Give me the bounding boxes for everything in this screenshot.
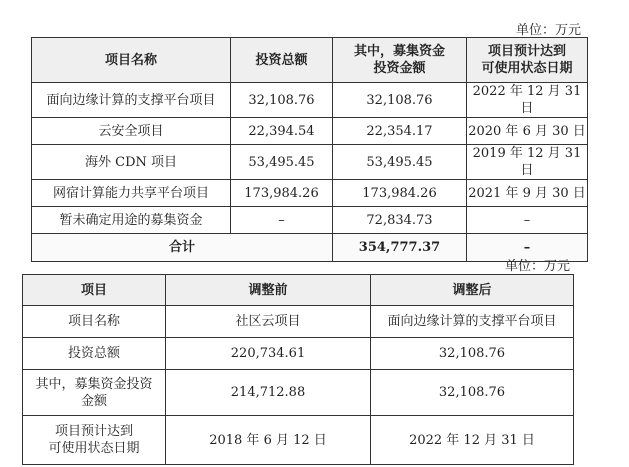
project-name-cell: 暂未确定用途的募集资金 [32,207,231,234]
investment-cell: 53,495.45 [231,145,333,180]
header-ready-date: 项目预计达到 可使用状态日期 [467,38,588,83]
item-cell: 项目预计达到 可使用状态日期 [23,416,166,465]
header-project-name: 项目名称 [32,38,231,83]
header-before: 调整前 [166,275,371,306]
table-row [23,416,574,465]
before-cell: 214,712.88 [166,370,371,416]
before-cell: 社区云项目 [166,306,371,338]
item-cell: 其中，募集资金投资 金额 [23,370,166,416]
header-total-investment: 投资总额 [231,38,333,83]
item-cell: 项目名称 [23,306,166,338]
unit-label: 单位：万元 [505,259,571,274]
header-raised-investment: 其中，募集资金 投资金额 [333,38,467,83]
after-cell: 32,108.76 [371,370,574,416]
raised-cell: 53,495.45 [333,145,467,180]
table-header-row [32,38,588,83]
header-after: 调整后 [371,275,574,306]
investment-cell: 32,108.76 [231,83,333,118]
total-date: – [467,234,588,262]
raised-cell: 72,834.73 [333,207,467,234]
total-raised: 354,777.37 [333,234,467,262]
before-cell: 220,734.61 [166,338,371,370]
raised-cell: 32,108.76 [333,83,467,118]
date-cell: 2021 年 9 月 30 日 [467,180,588,207]
project-name-cell: 云安全项目 [32,118,231,145]
item-cell: 投资总额 [23,338,166,370]
table-row [32,118,588,145]
after-cell: 面向边缘计算的支撑平台项目 [371,306,574,338]
raised-cell: 22,354.17 [333,118,467,145]
table-row [32,180,588,207]
table-row [23,306,574,338]
fund-allocation-table [31,37,588,262]
table-row [23,370,574,416]
before-cell: 2018 年 6 月 12 日 [166,416,371,465]
after-cell: 2022 年 12 月 31 日 [371,416,574,465]
table-row [32,145,588,180]
table-row [32,83,588,118]
table-header-row [23,275,574,306]
after-cell: 32,108.76 [371,338,574,370]
investment-cell: – [231,207,333,234]
unit-label: 单位：万元 [516,23,582,38]
adjustment-table [22,274,574,465]
date-cell: 2022 年 12 月 31 日 [467,83,588,118]
project-name-cell: 面向边缘计算的支撑平台项目 [32,83,231,118]
project-name-cell: 网宿计算能力共享平台项目 [32,180,231,207]
header-item: 项目 [23,275,166,306]
table-row [32,207,588,234]
investment-cell: 173,984.26 [231,180,333,207]
total-label: 合计 [32,234,333,262]
date-cell: 2019 年 12 月 31 日 [467,145,588,180]
investment-cell: 22,394.54 [231,118,333,145]
raised-cell: 173,984.26 [333,180,467,207]
date-cell: 2020 年 6 月 30 日 [467,118,588,145]
table-row [23,338,574,370]
date-cell: – [467,207,588,234]
project-name-cell: 海外 CDN 项目 [32,145,231,180]
